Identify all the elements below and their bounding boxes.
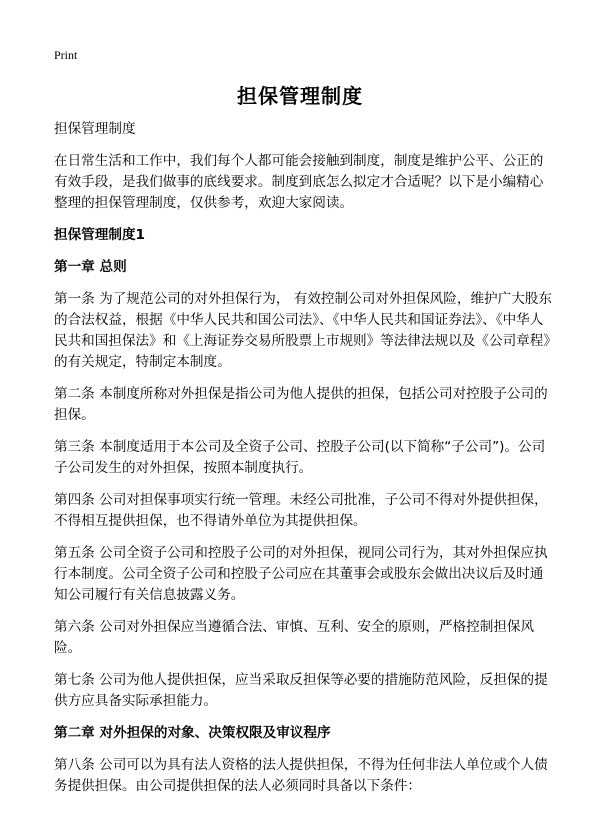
article-5: 第五条 公司全资子公司和控股子公司的对外担保，视同公司行为，其对外担保应执行本制度。公司全资子公司和控股子公司应在其董事会或股东会做出决议后及时通知公司履行有关信息披露义务。 — [54, 545, 548, 603]
document-title: 担保管理制度 — [237, 84, 363, 108]
document-body — [54, 119, 554, 808]
document-subtitle: 担保管理制度 — [54, 121, 136, 137]
article-3: 第三条 本制度适用于本公司及全资子公司、控股子公司(以下简称“子公司”)。公司子公司发生的对外担保，按照本制度执行。 — [54, 439, 546, 476]
print-link[interactable]: Print — [54, 48, 78, 62]
article-4: 第四条 公司对担保事项实行统一管理。未经公司批准，子公司不得对外提供担保，不得相互提供担保，也不得请外单位为其提供担保。 — [54, 492, 548, 529]
chapter-heading-2: 第二章 对外担保的对象、决策权限及审议程序 — [54, 725, 331, 741]
chapter-heading-1: 第一章 总则 — [54, 259, 127, 275]
intro-paragraph: 在日常生活和工作中，我们每个人都可能会接触到制度，制度是维护公平、公正的有效手段，是我们做事的底线要求。制度到底怎么拟定才合适呢？以下是小编精心整理的担保管理制度，仅供参考，欢迎大家阅读。 — [54, 153, 544, 211]
article-8: 第八条 公司可以为具有法人资格的法人提供担保，不得为任何非法人单位或个人债务提供担保。由公司提供担保的法人必须同时具备以下条件： — [54, 757, 548, 794]
section-heading: 担保管理制度1 — [54, 227, 146, 243]
article-2: 第二条 本制度所称对外担保是指公司为他人提供的担保，包括公司对控股子公司的担保。 — [54, 386, 548, 423]
article-1: 第一条 为了规范公司的对外担保行为， 有效控制公司对外担保风险，维护广大股东的合法权益，根据《中华人民共和国公司法》、《中华人民共和国证券法》、《中华人民共和国担保法》和《上海证券交易所股票上市规则》等法律法规以及《公司章程》的有关规定，特制定本制度。 — [54, 291, 553, 370]
article-6: 第六条 公司对外担保应当遵循合法、审慎、互利、安全的原则，严格控制担保风险。 — [54, 619, 535, 656]
article-7: 第七条 公司为他人提供担保，应当采取反担保等必要的措施防范风险，反担保的提供方应具备实际承担能力。 — [54, 672, 548, 709]
